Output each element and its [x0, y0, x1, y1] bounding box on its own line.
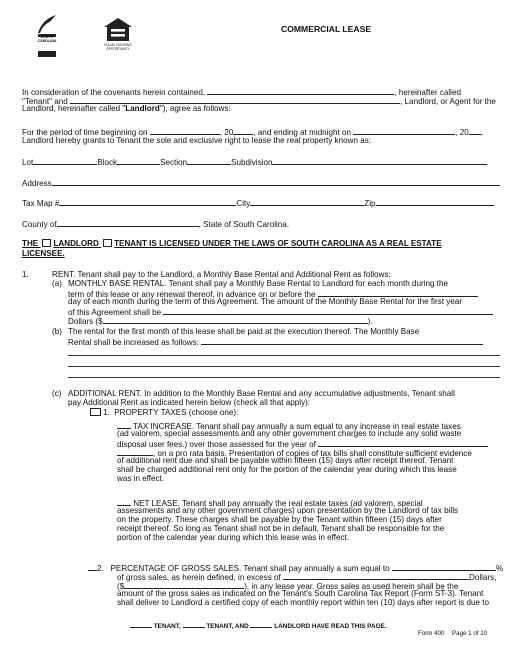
rent-increase-field[interactable]	[201, 336, 483, 345]
landlord-license-checkbox[interactable]	[42, 239, 51, 247]
rent-due-day-field[interactable]	[318, 288, 478, 297]
rent-a-line-3: day of each month during the term of this Agreement. The amount of the Monthly Base Rental for the first year	[68, 297, 462, 306]
taxmap-field[interactable]	[59, 197, 236, 206]
tax-line-2: (ad valorem, special assessments and any other government charges to include any solid waste	[117, 429, 462, 438]
property-taxes-line: 1. PROPERTY TAXES (choose one):	[88, 408, 238, 418]
begin-date-field[interactable]	[150, 126, 220, 135]
tax-line-7: was in effect.	[117, 474, 165, 483]
city-field[interactable]	[250, 197, 364, 206]
gross-line-5: shall deliver to Landlord a certified copy of each monthly report within ten (10) days after report is due to	[117, 598, 490, 607]
end-date-field[interactable]	[353, 126, 455, 135]
address-field[interactable]	[52, 177, 500, 186]
rent-a-line-2: term of this lease or any renewal thereof, in advance on or before the	[68, 288, 478, 300]
net-line-4: receipt thereof. So long as Tenant shall not be in default, Tenant shall be responsible for the	[117, 524, 445, 533]
tenant-name-field[interactable]	[207, 86, 394, 95]
end-year-field[interactable]	[469, 126, 481, 135]
gross-line-1: 2. PERCENTAGE OF GROSS SALES. Tenant shall pay annually a sum equal to %	[88, 562, 503, 574]
rent-a-line-5: Dollars ($ ).	[68, 317, 373, 326]
subdivision-field[interactable]	[272, 156, 487, 165]
tax-line-1: TAX INCREASE. Tenant shall pay annually a sum equal to any increase in real estate taxes	[117, 420, 461, 432]
intro-line-2: "Tenant" and , Landlord, or Agent for the	[22, 97, 496, 106]
tax-base-year-field[interactable]	[318, 438, 488, 447]
initials-footer: TENANT, TENANT, AND LANDLORD HAVE READ THIS PAGE.	[130, 621, 387, 631]
tax-line-6: shall be charged additional rent only for the portion of the calendar year during which this lease	[117, 465, 457, 474]
address-line: Address	[22, 177, 500, 189]
intro-line-1: In consideration of the covenants herein contained, , hereinafter called	[22, 88, 461, 97]
rent-b-label: (b)	[52, 327, 62, 336]
rent-number: 1.	[22, 270, 29, 279]
net-lease-checkbox[interactable]	[117, 497, 131, 506]
logo-text: SOUTH CAROLINA	[37, 35, 57, 43]
gross-sales-checkbox[interactable]	[88, 562, 97, 571]
intro-line-3: Landlord, hereinafter called "Landlord"), agree as follows:	[22, 104, 231, 113]
tenant-initials-2[interactable]	[183, 621, 205, 628]
tax-increase-checkbox[interactable]	[117, 420, 131, 429]
begin-year-field[interactable]	[233, 126, 253, 135]
landlord-initials[interactable]	[250, 621, 272, 628]
gross-line-4: amount of the gross sales as indicated on the Tenant's South Carolina Tax Report (Form ST-3). Tenant	[117, 589, 484, 598]
rent-b-line-1: The rental for the first month of this lease shall be paid at the execution thereof. The Monthly Base	[68, 327, 420, 336]
gross-line-3: ($ ), in any lease year. Gross sales as used herein shall be the	[117, 582, 459, 591]
rent-c-line-1: ADDITIONAL RENT. In addition to the Monthly Base Rental and any accumulative adjustments, Tenant shall	[68, 389, 455, 398]
license-line-2: LICENSEE.	[22, 249, 65, 258]
tenant-license-checkbox[interactable]	[103, 239, 112, 247]
county-field[interactable]	[57, 218, 199, 227]
gross-percent-field[interactable]	[392, 562, 496, 571]
lot-line: Lot Block Section Subdivision	[22, 156, 487, 168]
tenant-initials-1[interactable]	[130, 621, 152, 628]
tax-year-field[interactable]	[117, 447, 153, 456]
tax-line-5: of additional rent due and shall be payable within fifteen (15) days after receipt thereof. Tenant	[117, 456, 454, 465]
county-line: County of , State of South Carolina.	[22, 220, 290, 229]
tax-line-3: disposal user fees.) over those assessed for the year of	[117, 438, 488, 450]
rent-c-line-2: pay Additional Rent as indicated herein below (check all that apply):	[68, 398, 311, 407]
form-number: Form 400	[418, 630, 445, 637]
page-title: COMMERCIAL LEASE	[281, 24, 372, 34]
section-field[interactable]	[187, 156, 231, 165]
block-field[interactable]	[117, 156, 160, 165]
gross-line-2: of gross sales, as herein defined, in excess of Dollars,	[117, 573, 497, 582]
rent-amount-field[interactable]	[103, 315, 368, 324]
property-taxes-checkbox[interactable]	[90, 408, 101, 416]
eho-text: EQUAL HOUSING OPPORTUNITY	[104, 43, 132, 51]
rent-b-line-2: Rental shall be increased as follows:	[68, 336, 483, 348]
gross-threshold-amount-field[interactable]	[124, 580, 244, 589]
lot-field[interactable]	[33, 156, 97, 165]
license-line-1: THE LANDLORD TENANT IS LICENSED UNDER THE LAWS OF SOUTH CAROLINA AS A REAL ESTATE	[22, 239, 442, 248]
net-line-5: portion of the calendar year during which this lease was in effect.	[117, 533, 350, 542]
rent-a-line-4: of this Agreement shall be	[68, 306, 493, 318]
period-line-2: Landlord hereby grants to Tenant the sole and exclusive right to lease the real property known as:	[22, 136, 371, 145]
rent-a-line-1: MONTHLY BASE RENTAL. Tenant shall pay a Monthly Base Rental to Landlord for each month during the	[68, 279, 449, 288]
rent-increase-line-2[interactable]	[68, 355, 500, 356]
rent-increase-line-4[interactable]	[68, 377, 500, 378]
landlord-name-field[interactable]	[70, 95, 400, 104]
rent-amount-words-field[interactable]	[163, 306, 493, 315]
rent-increase-line-3[interactable]	[68, 366, 500, 367]
period-line-1: For the period of time beginning on , 20 , and ending at midnight on , 20 ,	[22, 128, 483, 137]
net-line-1: NET LEASE. Tenant shall pay annually the real estate taxes (ad valorem, special	[117, 497, 423, 509]
taxmap-line: Tax Map # City Zip	[22, 197, 494, 209]
equal-housing-icon	[103, 17, 133, 42]
gross-threshold-field[interactable]	[283, 571, 469, 580]
net-line-3: on the property. These charges shall be payable by the Tenant within fifteen (15) days after	[117, 515, 442, 524]
tax-line-4: , on a pro rata basis. Presentation of copies of tax bills shall constitute sufficient evidence	[117, 447, 472, 459]
page-number: Page 1 of 10	[452, 630, 488, 637]
rent-heading: RENT. Tenant shall pay to the Landlord, a Monthly Base Rental and Additional Rent as follows:	[52, 270, 391, 279]
zip-field[interactable]	[376, 197, 494, 206]
rent-c-label: (c)	[52, 389, 62, 398]
rent-a-label: (a)	[52, 279, 62, 288]
net-line-2: assessments and any other government charges) upon presentation by the Landlord of tax bills	[117, 506, 459, 515]
